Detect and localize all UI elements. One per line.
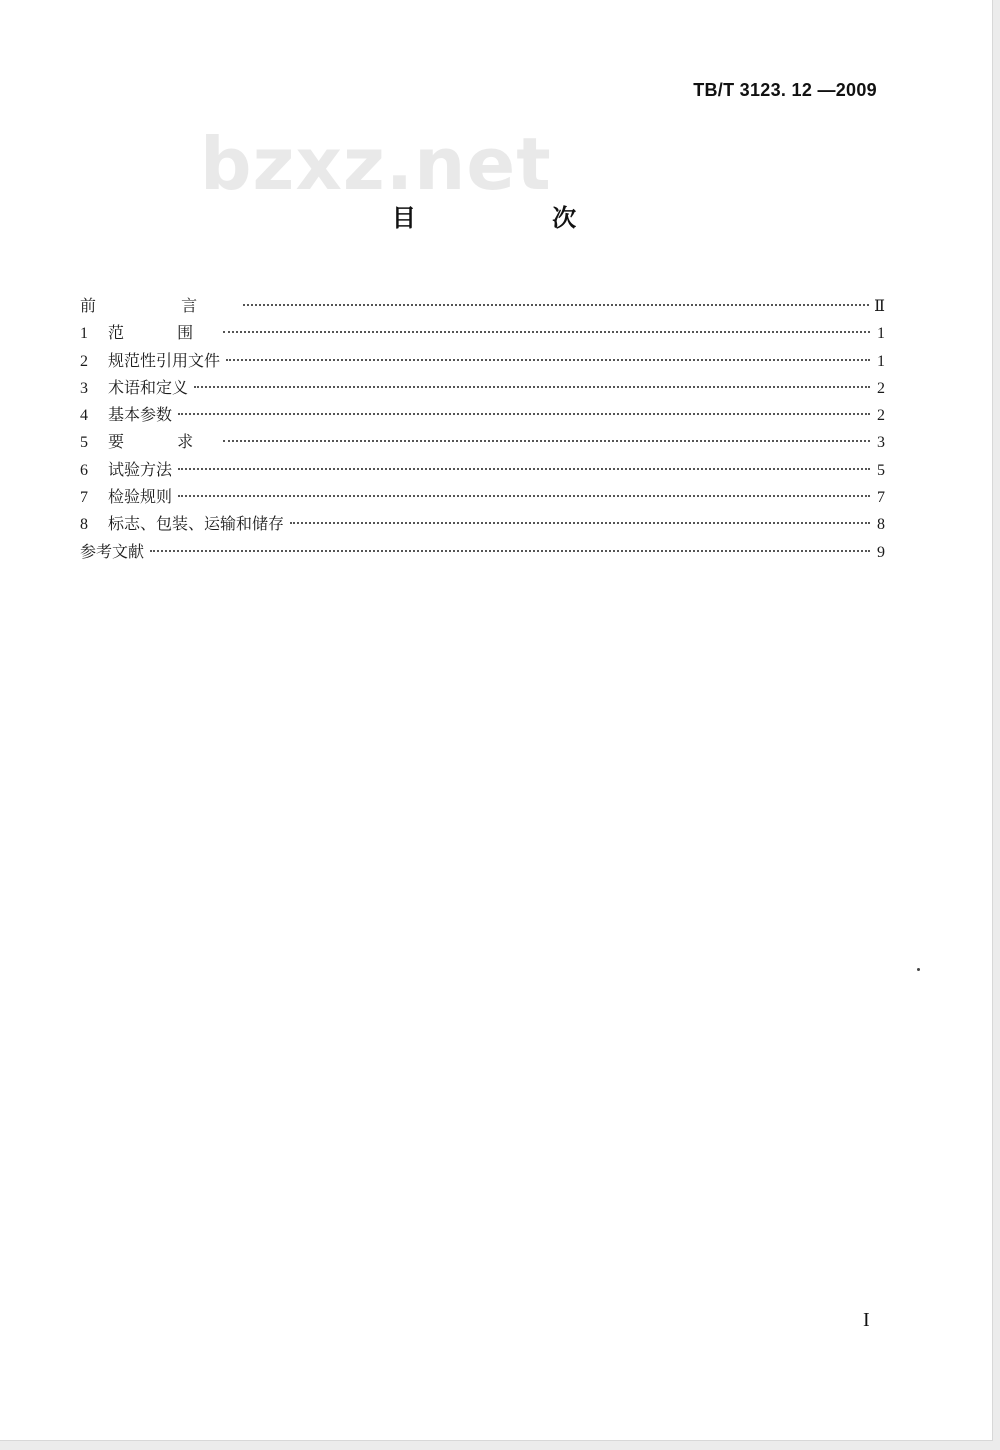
toc-entry-basic-parameters[interactable] xyxy=(80,402,885,429)
toc-entry-page: Ⅱ xyxy=(874,298,885,315)
toc-leader-dots xyxy=(223,331,870,333)
toc-leader-dots xyxy=(290,522,870,524)
toc-leader-dots xyxy=(150,550,870,552)
scan-speck xyxy=(917,968,920,971)
toc-entry-inspection-rules[interactable] xyxy=(80,484,885,511)
toc-leader-dots xyxy=(178,495,870,497)
toc-entry-number: 2 xyxy=(80,352,88,370)
toc-entry-label: 标志、包装、运输和储存 xyxy=(108,514,285,534)
toc-entry-marking-packaging[interactable] xyxy=(80,511,885,538)
toc-entry-scope[interactable] xyxy=(80,320,885,347)
toc-leader-dots xyxy=(194,386,870,388)
table-of-contents xyxy=(80,293,885,566)
toc-entry-page: 1 xyxy=(877,325,885,343)
toc-entry-label: 检验规则 xyxy=(108,487,173,507)
toc-entry-terms-definitions[interactable] xyxy=(80,375,885,402)
toc-entry-label: 术语和定义 xyxy=(108,377,189,397)
toc-entry-number: 6 xyxy=(80,461,88,479)
toc-entry-page: 1 xyxy=(877,352,885,370)
page-number: I xyxy=(863,1309,870,1331)
toc-entry-page: 2 xyxy=(877,407,885,425)
toc-leader-dots xyxy=(243,304,869,306)
toc-leader-dots xyxy=(223,440,870,442)
toc-leader-dots xyxy=(178,413,870,415)
toc-entry-label: 前 言 xyxy=(80,296,238,315)
toc-leader-dots xyxy=(178,468,870,470)
toc-entry-number: 3 xyxy=(80,379,88,397)
toc-entry-foreword[interactable] xyxy=(80,293,885,320)
toc-entry-number: 8 xyxy=(80,516,88,534)
toc-entry-label: 基本参数 xyxy=(108,405,173,425)
standard-code: TB/T 3123. 12 —2009 xyxy=(693,80,877,100)
watermark: bzxz.net xyxy=(200,122,552,206)
toc-entry-number: 5 xyxy=(80,434,88,452)
toc-entry-page: 7 xyxy=(877,489,885,507)
toc-entry-label: 试验方法 xyxy=(108,459,173,479)
toc-entry-page: 3 xyxy=(877,434,885,452)
toc-entry-label: 要 求 xyxy=(108,432,218,452)
toc-entry-number: 4 xyxy=(80,407,88,425)
toc-entry-number: 1 xyxy=(80,325,88,343)
toc-entry-label: 参考文献 xyxy=(80,541,145,561)
toc-leader-dots xyxy=(226,359,870,361)
toc-entry-requirements[interactable] xyxy=(80,429,885,456)
toc-entry-test-methods[interactable] xyxy=(80,457,885,484)
toc-entry-label: 范 围 xyxy=(108,323,218,343)
toc-entry-bibliography[interactable] xyxy=(80,539,885,566)
toc-entry-page: 5 xyxy=(877,461,885,479)
toc-entry-label: 规范性引用文件 xyxy=(108,350,221,370)
toc-entry-normative-references[interactable] xyxy=(80,348,885,375)
toc-title: 目 次 xyxy=(391,204,641,232)
toc-entry-page: 9 xyxy=(877,543,885,561)
toc-entry-number: 7 xyxy=(80,489,88,507)
toc-entry-page: 2 xyxy=(877,379,885,397)
toc-entry-page: 8 xyxy=(877,516,885,534)
